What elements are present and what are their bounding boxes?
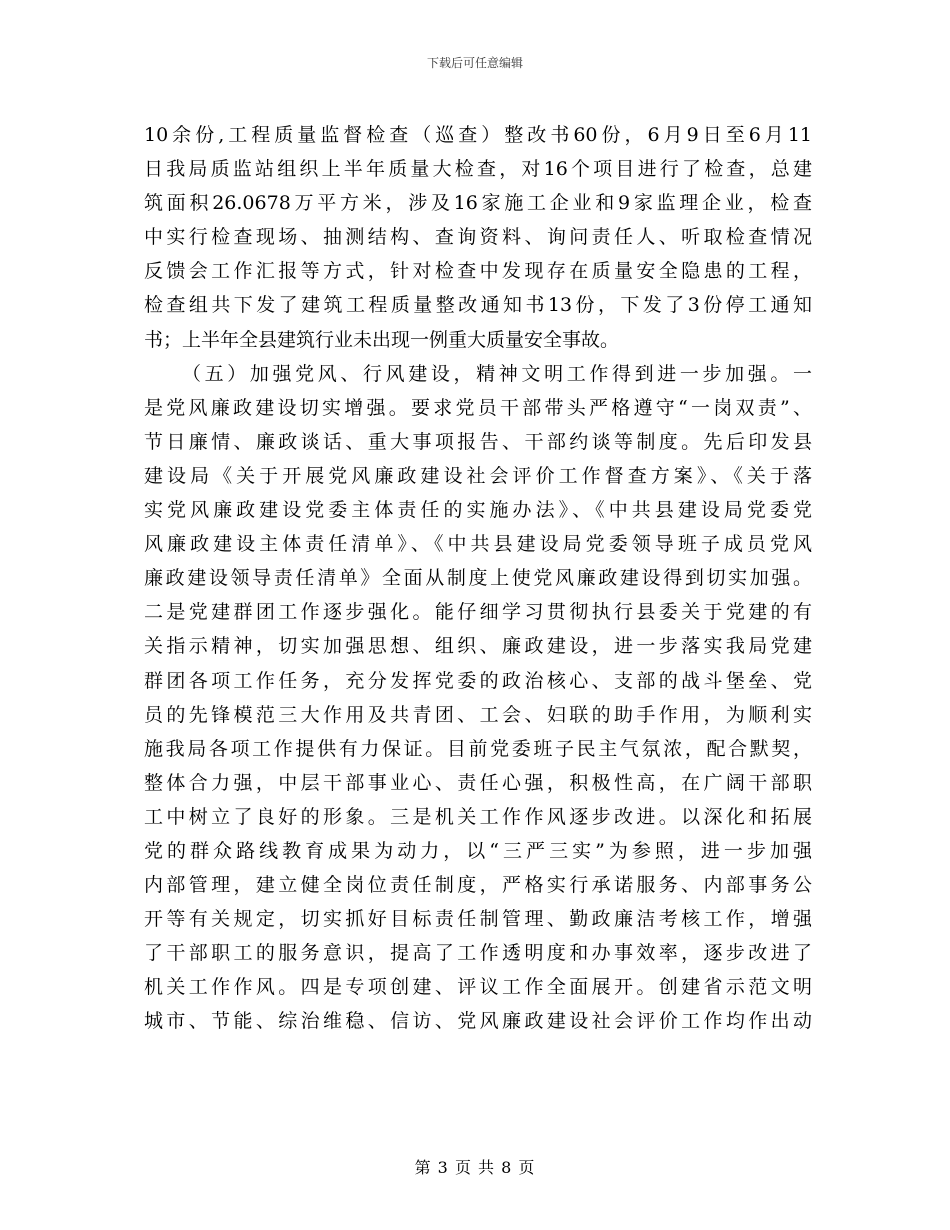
- text-line: 10余份,工程质量监督检查（巡查）整改书60份，6月9日至6月11: [144, 124, 812, 146]
- page-header: 下载后可任意编辑: [426, 56, 523, 70]
- text-line: 节日廉情、廉政谈话、重大事项报告、干部约谈等制度。先后印发县: [144, 430, 812, 453]
- text-line: 反馈会工作汇报等方式，针对检查中发现存在质量安全隐患的工程，: [144, 260, 812, 283]
- text-line: 机关工作作风。四是专项创建、评议工作全面展开。创建省示范文明: [144, 976, 812, 999]
- text-line: 城市、节能、综治维稳、信访、党风廉政建设社会评价工作均作出动: [144, 1010, 812, 1033]
- text-line: 书；上半年全县建筑行业未出现一例重大质量安全事故。: [144, 328, 620, 351]
- text-line: 整体合力强，中层干部事业心、责任心强，积极性高，在广阔干部职: [144, 771, 812, 794]
- text-line: 二是党建群团工作逐步强化。能仔细学习贯彻执行县委关于党建的有: [144, 601, 812, 624]
- text-line: 群团各项工作任务，充分发挥党委的政治核心、支部的战斗堡垒、党: [144, 669, 812, 692]
- text-line: 实党风廉政建设党委主体责任的实施办法》、《中共县建设局党委党: [144, 499, 812, 522]
- text-line: 施我局各项工作提供有力保证。目前党委班子民主气氛浓，配合默契，: [144, 737, 812, 760]
- text-line: 是党风廉政建设切实增强。要求党员干部带头严格遵守“一岗双责”、: [144, 396, 812, 419]
- text-line: 员的先锋模范三大作用及共青团、工会、妇联的助手作用，为顺利实: [144, 703, 812, 726]
- text-line: 中实行检查现场、抽测结构、查询资料、询问责任人、听取检查情况: [144, 226, 812, 249]
- text-line: 筑面积26.0678万平方米，涉及16家施工企业和9家监理企业，检查: [144, 192, 812, 215]
- text-line: 关指示精神，切实加强思想、组织、廉政建设，进一步落实我局党建: [144, 635, 812, 658]
- text-line: 日我局质监站组织上半年质量大检查，对16个项目进行了检查，总建: [144, 158, 812, 181]
- text-line: 廉政建设领导责任清单》全面从制度上使党风廉政建设得到切实加强。: [144, 567, 812, 590]
- text-line: 风廉政建设主体责任清单》、《中共县建设局党委领导班子成员党风: [144, 533, 812, 556]
- text-line: 内部管理，建立健全岗位责任制度，严格实行承诺服务、内部事务公: [144, 874, 812, 897]
- text-line: 开等有关规定，切实抓好目标责任制管理、勤政廉洁考核工作，增强: [144, 908, 812, 931]
- text-line: 党的群众路线教育成果为动力，以“三严三实”为参照，进一步加强: [144, 839, 812, 862]
- page-footer: 第 3 页 共 8 页: [414, 1158, 536, 1177]
- text-line: 检查组共下发了建筑工程质量整改通知书13份，下发了3份停工通知: [144, 294, 812, 317]
- text-line: 建设局《关于开展党风廉政建设社会评价工作督查方案》、《关于落: [144, 464, 812, 487]
- paragraph-start-line: （五）加强党风、行风建设，精神文明工作得到进一步加强。一: [182, 362, 812, 385]
- document-body: [144, 118, 812, 1039]
- text-line: 工中树立了良好的形象。三是机关工作作风逐步改进。以深化和拓展: [144, 805, 812, 828]
- text-line: 了干部职工的服务意识，提高了工作透明度和办事效率，逐步改进了: [144, 942, 812, 965]
